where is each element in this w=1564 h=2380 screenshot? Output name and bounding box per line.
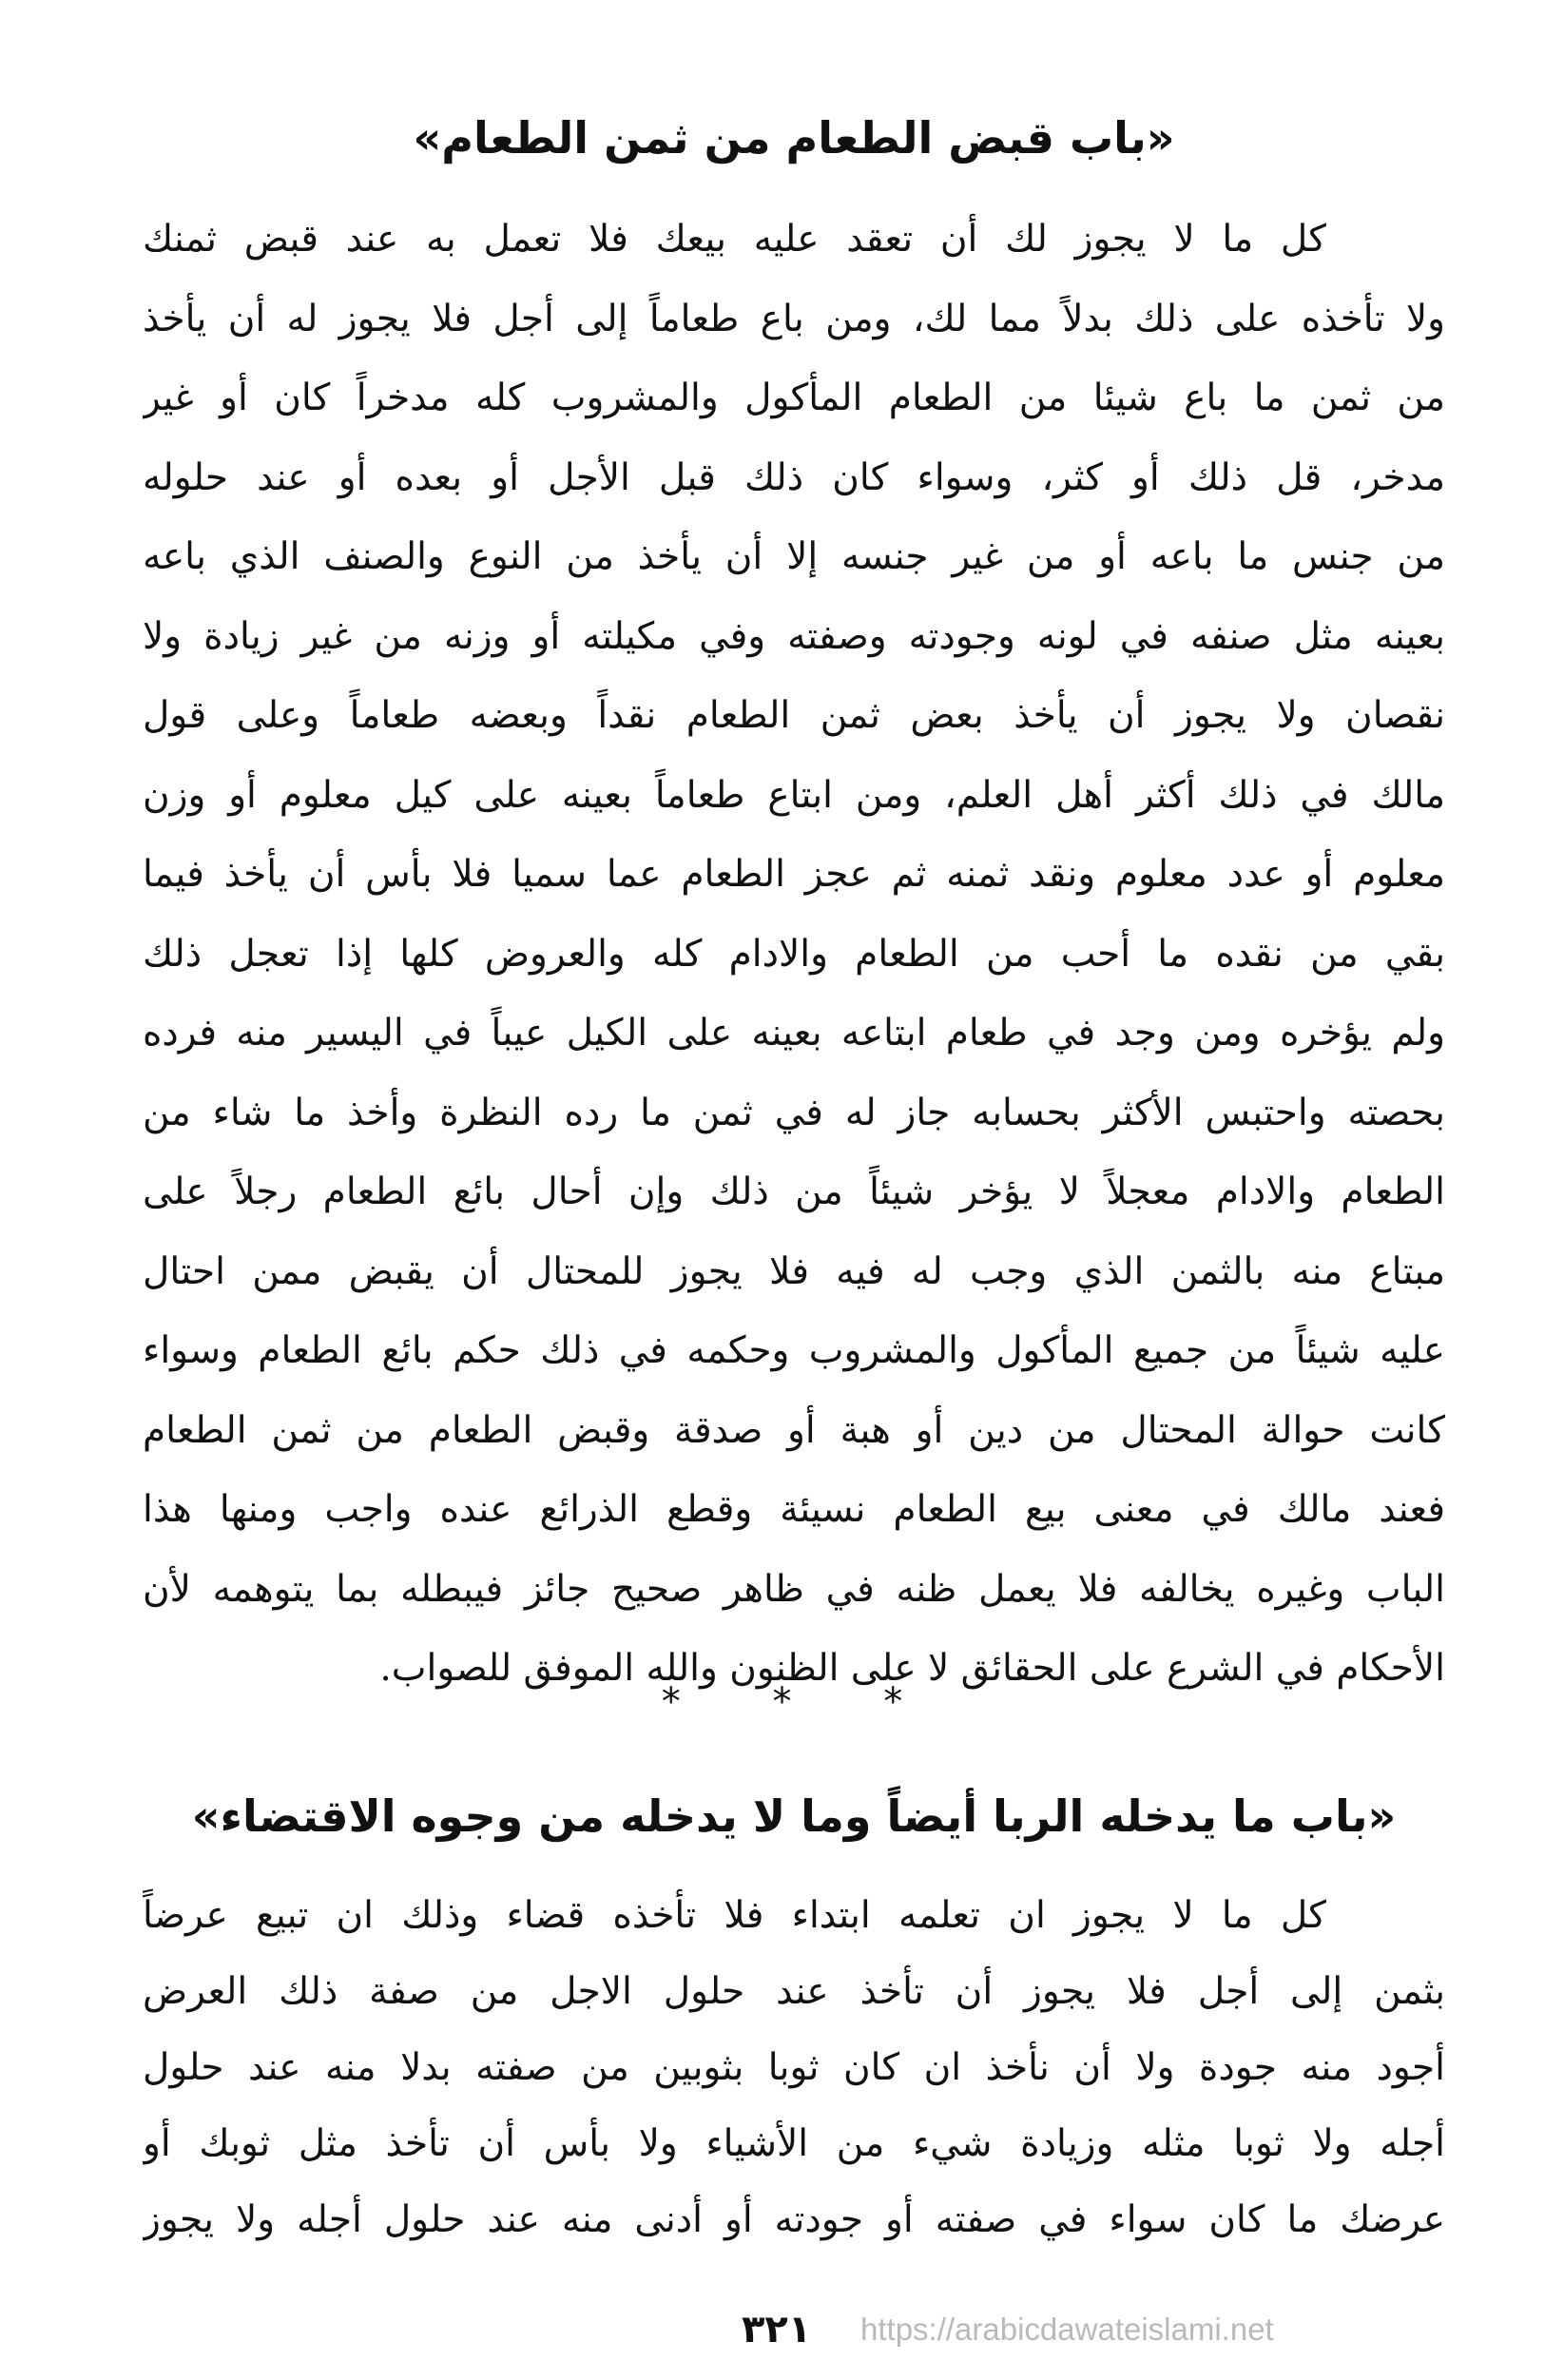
text-line: نقصان ولا يجوز أن يأخذ بعض ثمن الطعام نقداً وبعضه طعاماً وعلى قول <box>143 694 1445 737</box>
text-line: عليه شيئاً من جميع المأكول والمشروب وحكمه في ذلك حكم بائع الطعام وسواء <box>143 1329 1445 1372</box>
text-line: بحصته واحتبس الأكثر بحسابه جاز له في ثمن ما رده النظرة وأخذ ما شاء من <box>143 1091 1445 1134</box>
text-line: من جنس ما باعه أو من غير جنسه إلا أن يأخذ من النوع والصنف الذي باعه <box>143 535 1445 578</box>
text-line: الأحكام في الشرع على الحقائق لا على الظنون والله الموفق للصواب. <box>379 1647 1445 1690</box>
text-line: ولا تأخذه على ذلك بدلاً مما لك، ومن باع طعاماً إلى أجل فلا يجوز له أن يأخذ <box>143 297 1445 340</box>
text-line: من ثمن ما باع شيئا من الطعام المأكول والمشروب كله مدخراً كان أو غير <box>143 377 1445 419</box>
text-line: مدخر، قل ذلك أو كثر، وسواء كان ذلك قبل الأجل أو بعده أو عند حلوله <box>143 455 1445 499</box>
text-line: كل ما لا يجوز ان تعلمه ابتداء فلا تأخذه قضاء وذلك ان تبيع عرضاً <box>143 1894 1326 1937</box>
section-body <box>143 200 1445 1709</box>
text-line: ولم يؤخره ومن وجد في طعام ابتاعه بعينه على الكيل عيباً في اليسير منه فرده <box>143 1012 1445 1055</box>
section-heading: «باب ما يدخله الربا أيضاً وما لا يدخله من وجوه الاقتضاء» <box>191 1790 1397 1842</box>
text-line: بثمن إلى أجل فلا يجوز أن تأخذ عند حلول الاجل من صفة ذلك العرض <box>143 1970 1445 2013</box>
text-line: مالك في ذلك أكثر أهل العلم، ومن ابتاع طعاماً بعينه على كيل معلوم أو وزن <box>143 773 1445 817</box>
text-line: كل ما لا يجوز لك أن تعقد عليه بيعك فلا تعمل به عند قبض ثمنك <box>143 218 1326 261</box>
watermark-url: https://arabicdawateislami.net <box>860 2312 1274 2347</box>
page-footer <box>0 2301 1564 2358</box>
section-heading: «باب قبض الطعام من ثمن الطعام» <box>413 112 1175 164</box>
text-line: مبتاع منه بالثمن الذي وجب له فيه فلا يجوز للمحتال أن يقبض ممن احتال <box>143 1249 1445 1293</box>
section-body <box>143 1878 1445 2258</box>
section-separator: * * * <box>661 1680 943 1724</box>
text-line: أجود منه جودة ولا أن نأخذ ان كان ثوبا بثوبين من صفته بدلا منه عند حلول <box>143 2046 1445 2089</box>
page-number: ٣٢١ <box>742 2308 812 2351</box>
text-line: عرضك ما كان سواء في صفته أو جودته أو أدنى منه عند حلول أجله ولا يجوز <box>143 2198 1445 2241</box>
text-line: الباب وغيره يخالفه فلا يعمل ظنه في ظاهر صحيح جائز فيبطله بما يتوهمه لأن <box>143 1567 1445 1611</box>
text-line: معلوم أو عدد معلوم ونقد ثمنه ثم عجز الطعام عما سميا فلا بأس أن يأخذ فيما <box>143 853 1445 896</box>
text-line: بعينه مثل صنفه في لونه وجودته وصفته وفي مكيلته أو وزنه من غير زيادة ولا <box>143 614 1445 658</box>
text-line: بقي من نقده ما أحب من الطعام والادام كله والعروض كلها إذا تعجل ذلك <box>143 932 1445 976</box>
text-line: كانت حوالة المحتال من دين أو هبة أو صدقة وقبض الطعام من ثمن الطعام <box>143 1408 1445 1452</box>
text-line: فعند مالك في معنى بيع الطعام نسيئة وقطع الذرائع عنده واجب ومنها هذا <box>143 1488 1445 1531</box>
text-line: الطعام والادام معجلاً لا يؤخر شيئاً من ذلك وإن أحال بائع الطعام رجلاً على <box>143 1171 1445 1213</box>
text-line: أجله ولا ثوبا مثله وزيادة شيء من الأشياء ولا بأس أن تأخذ مثل ثوبك أو <box>143 2122 1445 2165</box>
